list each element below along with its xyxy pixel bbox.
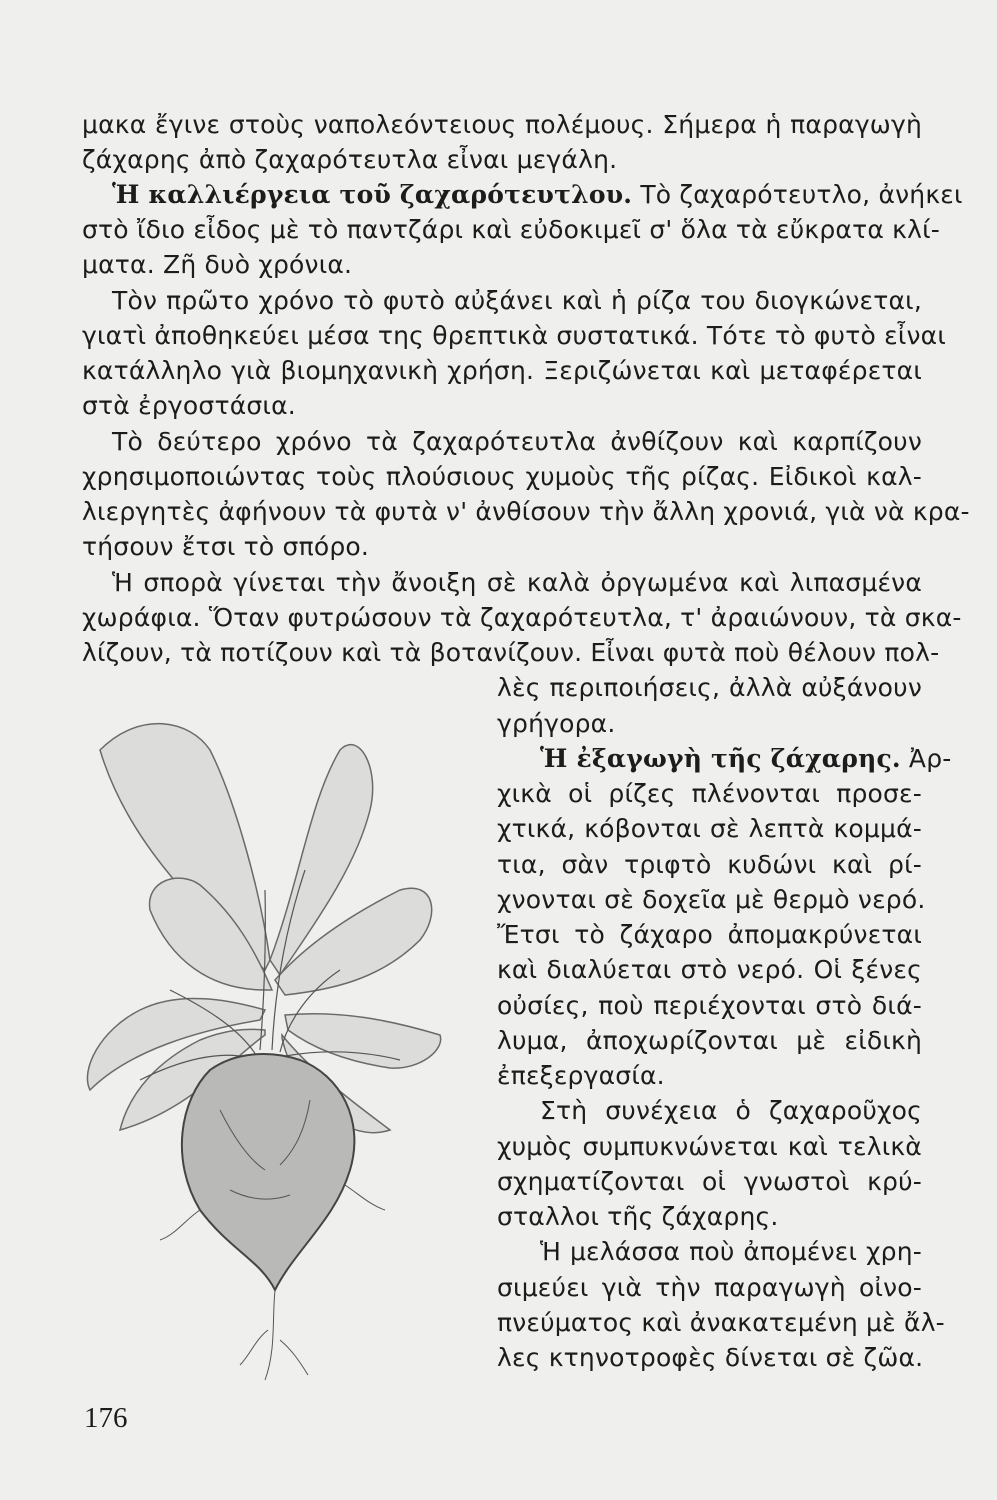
text-line: γιατὶ ἀποθηκεύει μέσα της θρεπτικὰ συστατικά. Τότε τὸ φυτὸ εἶναι [82,321,946,350]
text-line: χυμὸς συμπυκνώνεται καὶ τελικὰ [497,1132,922,1161]
text-line: ζάχαρης ἀπὸ ζαχαρότευτλα εἶναι μεγάλη. [82,145,618,174]
text-line: λὲς περιποιήσεις, ἀλλὰ αὐξάνουν [497,673,922,702]
text-line: Τὸ δεύτερο χρόνο τὰ ζαχαρότευτλα ἀνθίζουν καὶ καρπίζουν [112,427,922,456]
text-line: Τὸν πρῶτο χρόνο τὸ φυτὸ αὐξάνει καὶ ἡ ρίζα του διογκώνεται, [112,286,922,315]
text-line: λίζουν, τὰ ποτίζουν καὶ τὰ βοτανίζουν. Εἶναι φυτὰ ποὺ θέλουν πολ- [82,638,940,667]
text-line: Ἔτσι τὸ ζάχαρο ἀπομακρύνεται [497,920,922,949]
text-line: Ἡ μελάσσα ποὺ ἀπομένει χρη- [540,1237,922,1266]
text-line: τια, σὰν τριφτὸ κυδώνι καὶ ρί- [497,850,922,879]
text-line: Στὴ συνέχεια ὁ ζαχαροῦχος [540,1096,922,1125]
text-line: χικὰ οἱ ρίζες πλένονται προσε- [497,779,922,808]
section-heading-cultivation [112,180,963,210]
text-line: σχηματίζονται οἱ γνωστοὶ κρύ- [497,1167,922,1196]
text-line: γρήγορα. [497,709,616,738]
text-line: λες κτηνοτροφὲς δίνεται σὲ ζῶα. [497,1343,924,1372]
text-line: χτικά, κόβονται σὲ λεπτὰ κομμά- [497,814,922,843]
text-line: πνεύματος καὶ ἀνακατεμένη μὲ ἄλ- [497,1308,945,1337]
text-line: οὐσίες, ποὺ περιέχονται στὸ διά- [497,991,922,1020]
text-line: μακα ἔγινε στοὺς ναπολεόντειους πολέμους. Σήμερα ἡ παραγωγὴ [82,110,922,139]
text-line: λυμα, ἀποχωρίζονται μὲ εἰδικὴ [497,1026,922,1055]
text-line: τήσουν ἔτσι τὸ σπόρο. [82,532,370,561]
text-line: χωράφια. Ὅταν φυτρώσουν τὰ ζαχαρότευτλα, τ' ἀραιώνουν, τὰ σκα- [82,603,962,632]
page-number: 176 [84,1402,128,1434]
text-line: Ἡ σπορὰ γίνεται τὴν ἄνοιξη σὲ καλὰ ὀργωμένα καὶ λιπασμένα [112,568,922,597]
text-line: λιεργητὲς ἀφήνουν τὰ φυτὰ ν' ἀνθίσουν τὴν ἄλλη χρονιά, γιὰ νὰ κρα- [82,497,970,526]
text-line: στὰ ἐργοστάσια. [82,391,296,420]
text-line: σταλλοι τῆς ζάχαρης. [497,1202,779,1231]
text-line: χνονται σὲ δοχεῖα μὲ θερμὸ νερό. [497,885,926,914]
text-line: ματα. Ζῆ δυὸ χρόνια. [82,250,353,279]
text-line: σιμεύει γιὰ τὴν παραγωγὴ οἰνο- [497,1273,922,1302]
heading-bold: Ἡ καλλιέργεια τοῦ ζαχαρότευτλου. [112,180,633,209]
text-line: χρησιμοποιώντας τοὺς πλούσιους χυμοὺς τῆς ρίζας. Εἰδικοὶ καλ- [82,462,922,491]
heading-rest: Τὸ ζαχαρότευτλο, ἀνήκει [632,180,963,209]
text-line: καὶ διαλύεται στὸ νερό. Οἱ ξένες [497,955,922,984]
heading-bold: Ἡ ἐξαγωγὴ τῆς ζάχαρης. [540,744,901,773]
heading-rest: Ἀρ- [900,744,952,773]
text-line: κατάλληλο γιὰ βιομηχανικὴ χρήση. Ξεριζώνεται καὶ μεταφέρεται [82,356,922,385]
sugar-beet-drawing-icon [60,690,490,1390]
text-line: στὸ ἴδιο εἶδος μὲ τὸ παντζάρι καὶ εὐδοκιμεῖ σ' ὅλα τὰ εὔκρατα κλί- [82,215,940,244]
text-line: ἐπεξεργασία. [497,1061,665,1090]
section-heading-extraction [540,744,952,774]
